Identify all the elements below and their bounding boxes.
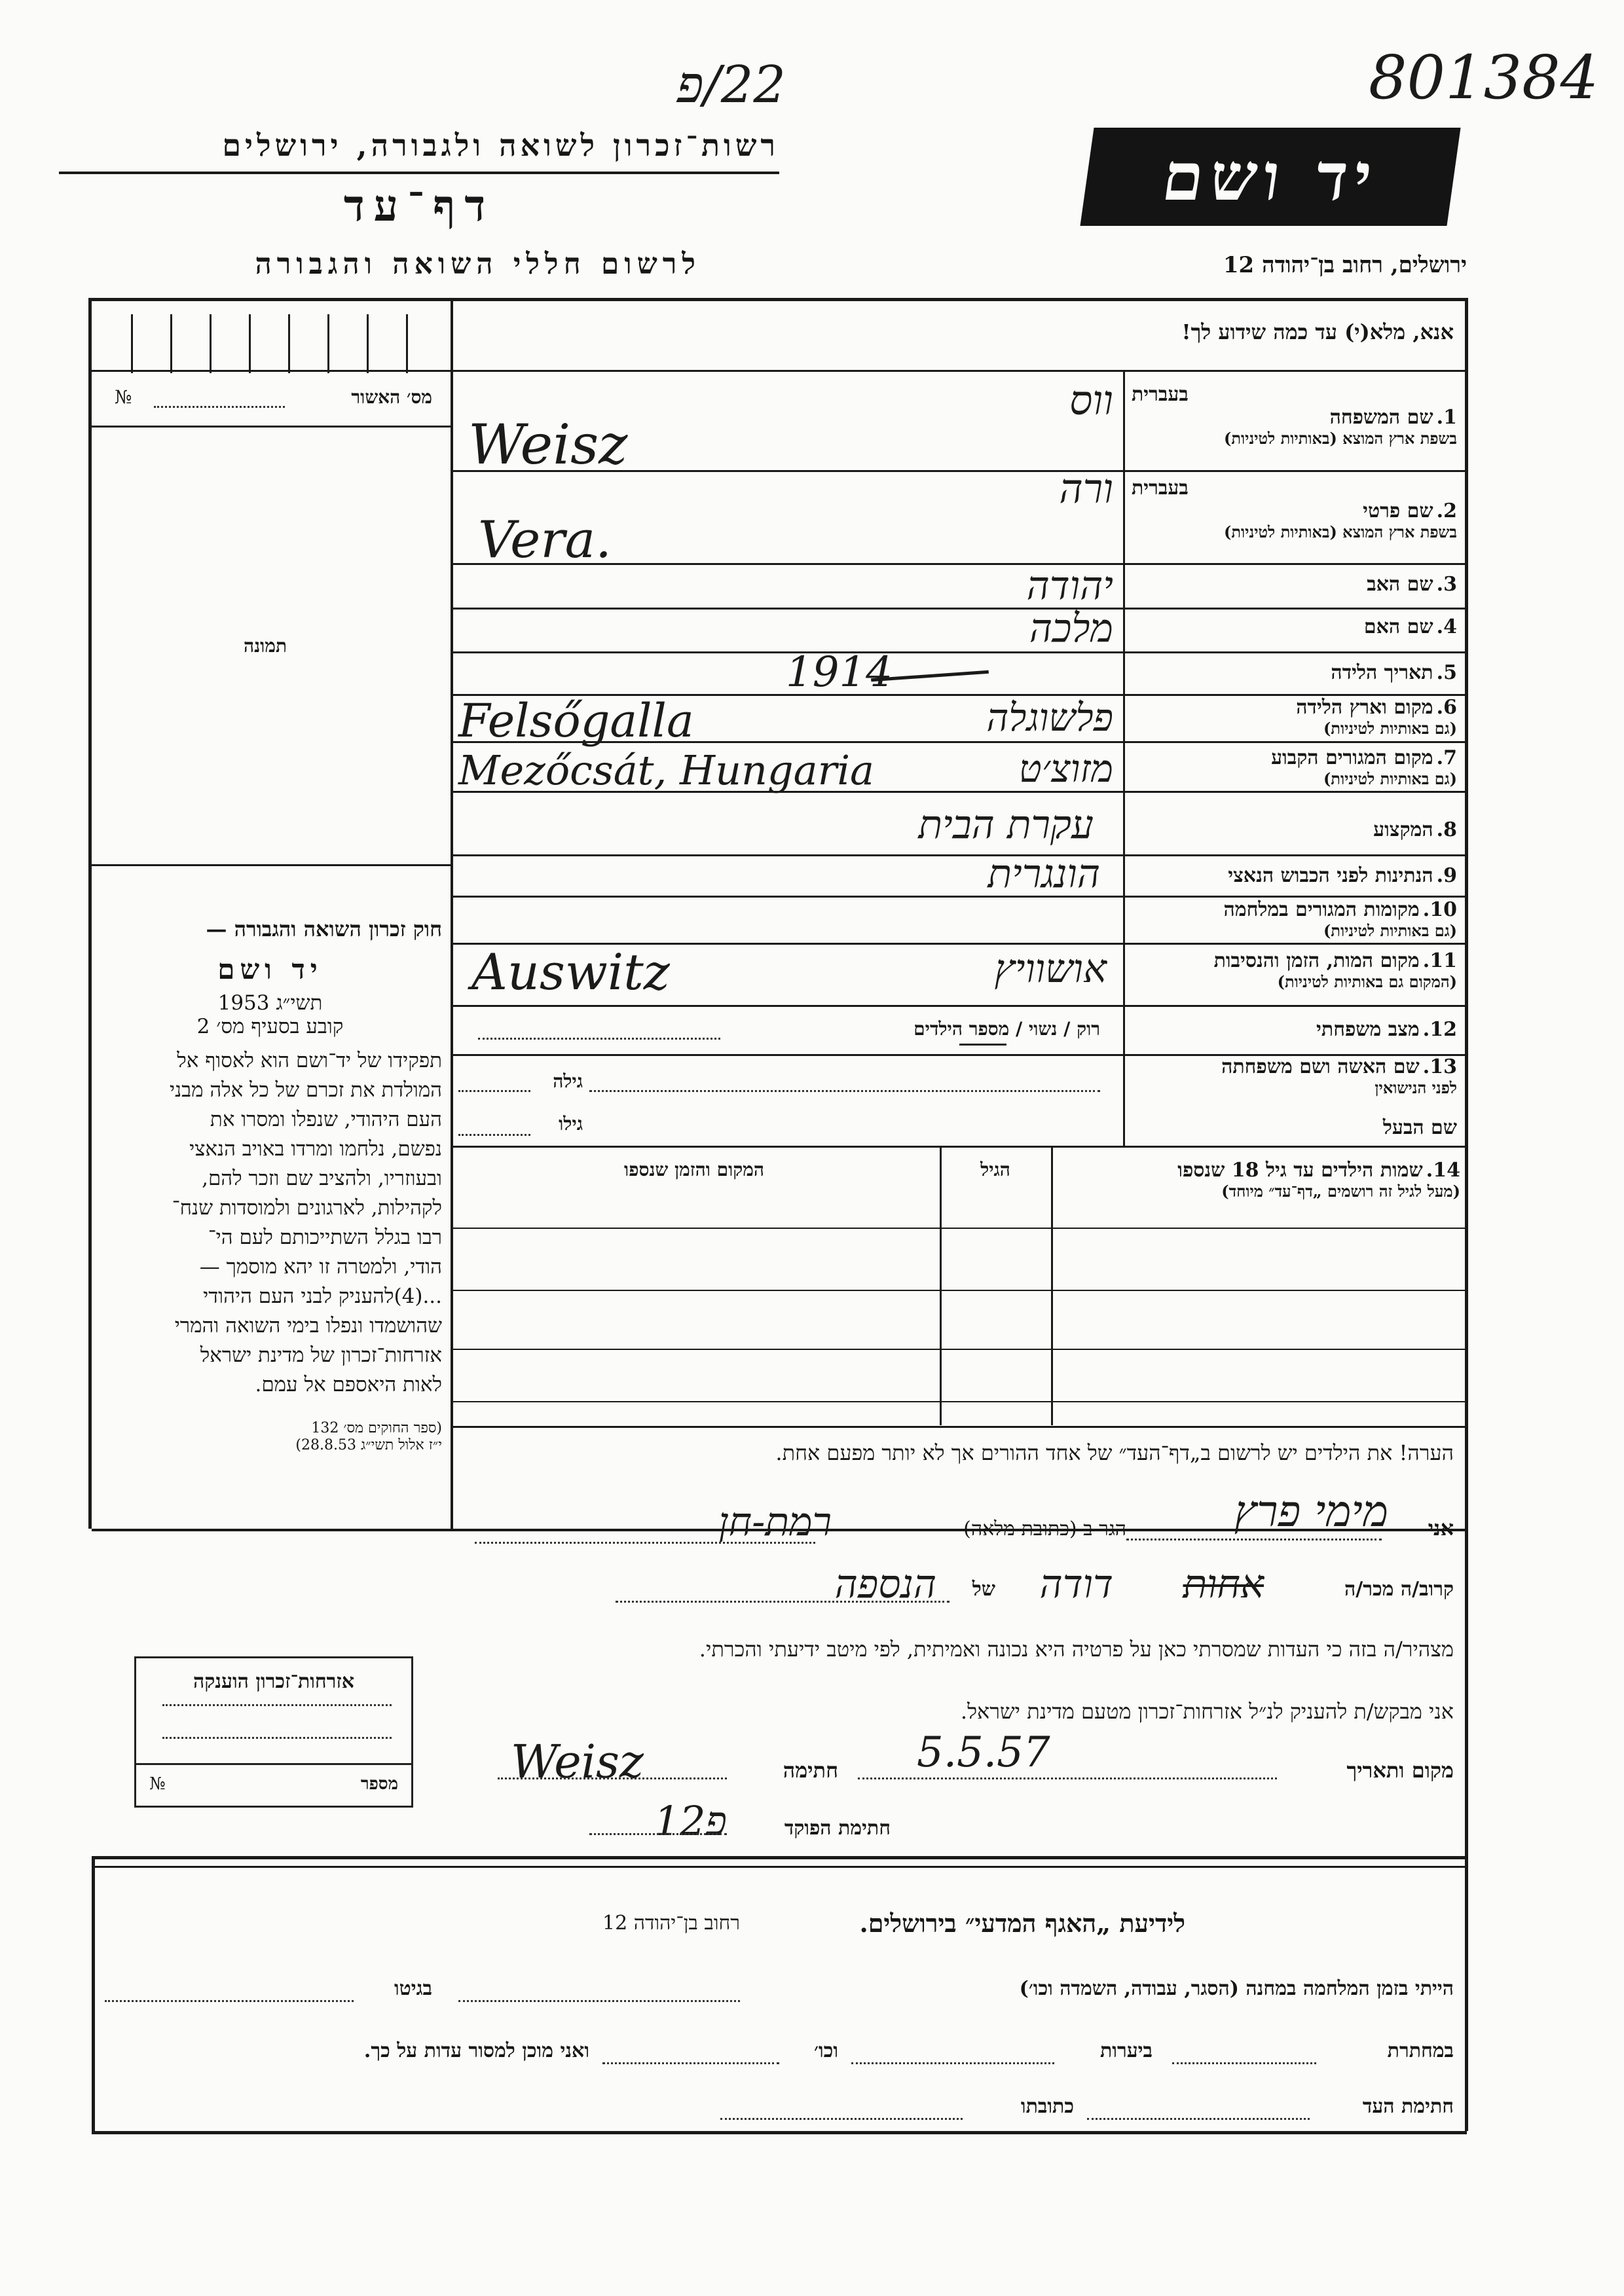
field-number: 5. [1436, 661, 1457, 684]
field-number: 2. [1436, 500, 1457, 522]
form-title: דף־עד [343, 180, 495, 231]
camp-line[interactable] [458, 2000, 740, 2002]
relation-line[interactable] [616, 1601, 950, 1603]
field-war-residence [1126, 898, 1457, 941]
declarant-ani: אני [1428, 1516, 1454, 1540]
children-remark: הערה! את הילדים יש לרשום ב„דף־העד״ של אחד ההורים אך לא יותר מפעם אחת. [775, 1440, 1454, 1465]
field-husband-name [1126, 1116, 1457, 1139]
field-profession [1126, 818, 1457, 841]
death-place-latin[interactable]: Auswitz [471, 943, 670, 1001]
first-name-latin[interactable]: Vera. [478, 511, 612, 570]
law-line: רבו בגלל השתייכותם לעם הי־ [208, 1226, 442, 1249]
approval-label: מס׳ האשור [351, 386, 432, 408]
field-sublabel: בשפת ארץ המוצא (באותיות לטיניות) [1224, 429, 1457, 448]
hebrew-tag: בעברית [1132, 477, 1189, 500]
children-count-line[interactable] [478, 1038, 720, 1040]
field-label: מקומות המגורים במלחמה [1223, 898, 1420, 921]
declarant-address-line[interactable] [475, 1542, 815, 1544]
field-birth-date [1126, 661, 1457, 684]
wife-age-line[interactable] [458, 1090, 530, 1092]
field-marital-status [1126, 1018, 1457, 1041]
birth-date-value[interactable]: 1914 [786, 648, 893, 697]
handwritten-center-code: 22/פ [676, 56, 786, 115]
field-label: שם האב [1367, 573, 1433, 596]
declaration-text: מצהיר/ה בזה כי העדות שמסרתי כאן על פרטיה היא נכונה ואמיתית, לפי מיטב ידיעתי והכרתי. [699, 1637, 1454, 1662]
field-label: מקום המגורים הקבוע [1271, 746, 1433, 769]
handwritten-record-number: 801384 [1369, 43, 1599, 113]
children-note: (מעל לגיל זה רושמים „דף־עד״ מיוחד) [1221, 1182, 1460, 1201]
field-death [1126, 949, 1457, 992]
surname-latin[interactable]: Weisz [468, 412, 628, 477]
relation-struck: אחות [1183, 1561, 1264, 1607]
field-first-name [1126, 477, 1457, 542]
wife-age-label: גילה [553, 1070, 583, 1092]
field-label: הנתינות לפני הכבוש הנאצי [1228, 864, 1433, 887]
bottom-title: לידיעת „האגף המדעי״ בירושלים. [859, 1908, 1185, 1938]
field-number: 14. [1426, 1159, 1460, 1182]
birth-place-hebrew[interactable]: פלשוגלה [986, 695, 1113, 740]
photo-label: תמונה [243, 635, 287, 657]
declarant-name[interactable]: מימי פרץ [1234, 1486, 1388, 1537]
profession-value[interactable]: עקרת הבית [918, 802, 1094, 848]
place-date-line[interactable] [858, 1777, 1277, 1779]
witness-signature-label: חתימת העד [1362, 2095, 1454, 2118]
citizenship-title: אזרחות־זכרון הוענקה [193, 1670, 355, 1693]
law-line: לאות היאספם אל עמם. [255, 1373, 442, 1396]
relation-value[interactable]: דודה [1039, 1561, 1113, 1607]
mother-name-value[interactable]: מלכה [1029, 606, 1113, 651]
field-sublabel: (גם באותיות לטיניות) [1323, 921, 1457, 940]
residence-latin[interactable]: Mezőcsát, Hungaria [458, 746, 875, 794]
citizenship-number-sign: № [149, 1774, 166, 1794]
declarant-name-line[interactable] [1126, 1539, 1382, 1540]
father-name-value[interactable]: יהודה [1026, 563, 1113, 609]
children-title: שמות הילדים עד גיל 18 שנספו [1177, 1159, 1423, 1182]
field-number: 11. [1422, 949, 1457, 972]
law-line: תפקידו של יד־ושם הוא לאסוף אל [177, 1049, 442, 1072]
field-sublabel: (גם באותיות לטיניות) [1323, 769, 1457, 788]
witness-address-label: כתובתו [1020, 2095, 1074, 2118]
yad-vashem-logo: יד ושם [1080, 128, 1460, 226]
authority-name: רשות־זכרון לשואה ולגבורה, ירושלים [222, 128, 779, 163]
approval-number-line[interactable] [154, 406, 285, 408]
field-surname [1126, 383, 1457, 448]
husband-age-line[interactable] [458, 1134, 530, 1136]
place-date-label: מקום ותאריך [1346, 1758, 1454, 1783]
law-line: שהושמדו ונפלו בימי השואה והמרי [174, 1314, 442, 1338]
instruction: אנא, מלא(י) עד כמה שידוע לך! [1181, 319, 1454, 344]
field-label: שם הבעל [1382, 1116, 1457, 1139]
bottom-forests: ביערות [1099, 2039, 1153, 2062]
signature-value[interactable]: Weisz [511, 1735, 644, 1789]
field-wife-maiden-name [1126, 1055, 1457, 1098]
bottom-ghetto: בגיטו [394, 1977, 432, 2000]
relation-label: קרוב/ה מכר/ה [1344, 1578, 1454, 1601]
law-line: ובעוזריו, ולהציב שם וזכר להם, [202, 1167, 442, 1190]
relation-of-value[interactable]: הנספה [834, 1561, 936, 1607]
bottom-address: רחוב בן־יהודה 12 [602, 1912, 740, 1935]
field-label: המקצוע [1373, 818, 1433, 841]
law-line: נפשם, נלחמו ומרדו באויב הנאצי [189, 1137, 442, 1161]
officer-signature-value: פ12 [654, 1797, 727, 1845]
approval-tick-row [92, 301, 452, 373]
marital-options[interactable]: רוק / נשוי / מספר הילדים [913, 1018, 1100, 1040]
approval-number-sign: № [115, 386, 132, 408]
underground-line[interactable] [1172, 2062, 1316, 2064]
field-label: שם פרטי [1363, 500, 1433, 522]
place-date-value[interactable]: 5.5.57 [917, 1728, 1050, 1777]
field-number: 4. [1436, 615, 1457, 638]
field-sublabel: בשפת ארץ המוצא (באותיות לטיניות) [1224, 522, 1457, 541]
law-line: המולדת את זכרם של כל אלה מבני [169, 1078, 442, 1102]
law-line: לקהילות, לארגונים ולמוסדות שנח־ [172, 1196, 442, 1220]
signature-line[interactable] [498, 1777, 727, 1779]
field-number: 9. [1436, 864, 1457, 887]
field-mother-name [1126, 615, 1457, 638]
field-sublabel: (גם באותיות לטיניות) [1323, 719, 1457, 738]
field-sublabel: (המקום גם באותיות לטיניות) [1277, 972, 1457, 991]
field-label: מקום המות, הזמן והנסיבות [1213, 949, 1420, 972]
ghetto-line[interactable] [105, 2000, 354, 2002]
field-number: 1. [1436, 406, 1457, 429]
law-panel [98, 917, 442, 1453]
field-residence [1126, 746, 1457, 789]
field-label: מקום וארץ הלידה [1296, 696, 1433, 719]
law-year: תשי״ג 1953 [217, 991, 323, 1015]
citizenship-box [134, 1656, 413, 1808]
law-line: אזרחות־זכרון של מדינת ישראל [200, 1343, 442, 1367]
declarant-address[interactable]: רמת-חן [718, 1499, 832, 1545]
request-text: אני מבקש/ת להעניק לנ״ל אזרחות־זכרון מטעם מדינת ישראל. [960, 1699, 1454, 1724]
children-col-place: המקום והזמן שנספו [624, 1159, 764, 1180]
law-title: חוק זכרון השואה והגבורה — [206, 917, 442, 941]
etc-line[interactable] [602, 2062, 779, 2064]
wife-name-line[interactable] [589, 1090, 1100, 1092]
law-line: ...(4)להעניק לבני העם היהודי [203, 1285, 442, 1308]
officer-signature-label: חתימת הפוקד [784, 1817, 891, 1840]
law-line: הודי, ולמטרה זו יהא מוסמך — [199, 1255, 442, 1279]
citizenship-number-label: מספר [360, 1774, 398, 1794]
field-number: 10. [1422, 898, 1457, 921]
birth-place-latin[interactable]: Felsőgalla [458, 694, 694, 748]
field-number: 8. [1436, 818, 1457, 841]
field-label: שם האם [1363, 615, 1433, 638]
relation-shel: של [972, 1578, 995, 1601]
field-father-name [1126, 573, 1457, 596]
field-number: 7. [1436, 746, 1457, 769]
forests-line[interactable] [851, 2062, 1054, 2064]
husband-age-label: גילו [559, 1113, 583, 1135]
field-sublabel: לפני הנישואין [1375, 1078, 1457, 1097]
witness-signature-line[interactable] [1087, 2118, 1310, 2120]
officer-signature-line[interactable] [589, 1833, 727, 1835]
nationality-value[interactable]: הונגרית [987, 851, 1100, 897]
residence-hebrew[interactable]: מזוצ׳ט [1018, 746, 1113, 791]
field-label: תאריך הלידה [1331, 661, 1433, 684]
signature-label: חתימה [783, 1758, 838, 1783]
first-name-hebrew[interactable]: ורה [1059, 465, 1113, 513]
children-header [1054, 1159, 1460, 1201]
children-col-age: הגיל [980, 1159, 1010, 1180]
form-subtitle: לרשום חללי השואה והגבורה [255, 247, 701, 281]
law-section: קובע בסעיף מס׳ 2 [196, 1015, 344, 1038]
bottom-ready: ואני מוכן למסור עדות על כך. [363, 2039, 589, 2062]
field-number: 6. [1436, 696, 1457, 719]
death-place-hebrew[interactable]: אושוויץ [994, 946, 1107, 992]
witness-address-line[interactable] [720, 2118, 963, 2120]
bottom-etc: וכו׳ [814, 2039, 838, 2062]
resides-label: הגר ב (כתובת מלאה) [963, 1518, 1126, 1540]
field-label: שם האשה ושם משפחתה [1221, 1055, 1420, 1078]
law-ref-1: (ספר החוקים מס׳ 132 [311, 1420, 442, 1436]
surname-hebrew[interactable]: ווס [1069, 376, 1113, 424]
law-ref-2: י״ז אלול תשי״ג 28.8.53) [295, 1437, 442, 1453]
law-line: העם היהודי, שנפלו ומסרו את [210, 1108, 442, 1131]
field-number: 3. [1436, 573, 1457, 596]
field-number: 13. [1422, 1055, 1457, 1078]
field-birth-place [1126, 696, 1457, 738]
bottom-underground: במחתרת [1387, 2039, 1454, 2062]
field-nationality [1126, 864, 1457, 887]
hebrew-tag: בעברית [1132, 383, 1189, 406]
field-label: שם המשפחה [1329, 406, 1433, 429]
field-label: מצב משפחתי [1316, 1018, 1420, 1041]
law-logo: יד ושם [217, 953, 323, 985]
bottom-line-camp: הייתי בזמן המלחמה במחנה (הסגר, עבודה, השמדה וכו׳) [1019, 1977, 1454, 2000]
institution-address: ירושלים, רחוב בן־יהודה 12 [1223, 252, 1467, 278]
field-number: 12. [1422, 1018, 1457, 1041]
